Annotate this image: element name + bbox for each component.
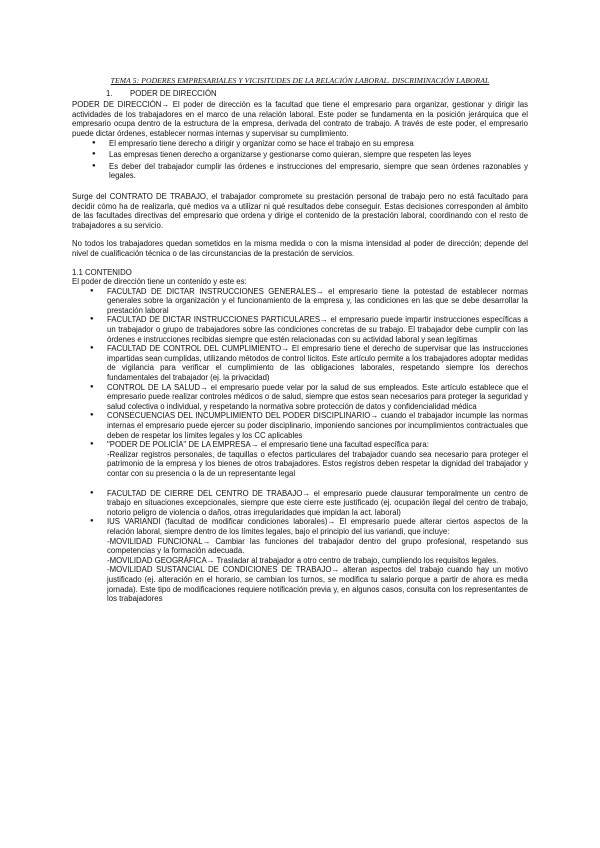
subsection-intro: El poder de dirección tiene un contenido y este es: (72, 277, 247, 287)
list-item: ● El empresario tiene derecho a dirigir y organizar como se hace el trabajo en su empresa (72, 139, 528, 149)
section-heading (72, 89, 528, 99)
list-item-text: ● "PODER DE POLICÍA" DE LA EMPRESA→ el empresario tiene una facultad específica para: (107, 440, 429, 450)
definition-paragraph: PODER DE DIRECCIÓN→ El poder de dirección es la facultad que tiene el empresario para organizar, gestionar y dirigir las actividades de los trabajadores en el marco de una relación laboral. Este poder se fundamenta en la posición jerárquica que el empresario ocupa dentro de la estructura de la empresa, derivada del contrato de trabajo. A través de este poder, el empresario puede dictar órdenes, establecer normas internas y supervisar su cumplimiento. (72, 100, 528, 138)
list-item: ● FACULTAD DE CIERRE DEL CENTRO DE TRABAJO→ el empresario puede clausurar temporalmente un centro de trabajo en situaciones excepcionales, siempre que este cierre este justificado (ej. ocupación ilegal del centro de trabajo, notorio peligro de violencia o daños, otras irregularidades que impidan la act. laboral) (72, 489, 528, 518)
list-item: ● Las empresas tienen derecho a organizarse y gestionarse como quieran, siempre que respeten las leyes (72, 150, 528, 160)
list-item-subtext: -MOVILIDAD FUNCIONAL→ Cambiar las funciones del trabajador dentro del grupo profesional, respetando sus competencias y la formación adecuada. (107, 536, 528, 556)
contract-paragraph: Surge del CONTRATO DE TRABAJO, el trabajador compromete su prestación personal de trabajo pero no está facultado para decidir cómo ha de realizarla, qué medios va a utilizar ni qué resultados debe conseguir. Estas decisiones corresponden al ámbito de las facultades directivas del empresario que ordena y dirige el contenido de la prestación laboral, coordinando con el resto de trabajadores a su servicio. (72, 191, 528, 230)
list-item-subtext: -Realizar registros personales, de taquillas o efectos particulares del trabajador cuando sea necesario para proteger el patrimonio de la empresa y los bienes de otros trabajadores. Estos registros deben respetar la dignidad del trabajador y contar con su presencia o la de un representante legal (107, 449, 528, 478)
list-item-text: ● IUS VARIANDI (facultad de modificar condiciones laborales)→ El empresario puede alterar ciertos aspectos de la relación laboral, siempre dentro de los límites legales, bajo el principio del ius variandi, que incluye: (107, 517, 528, 536)
list-item (72, 517, 528, 603)
content-list (72, 287, 528, 604)
subsection-heading: 1.1 CONTENIDO (72, 267, 132, 277)
list-item-subtext: -MOVILIDAD SUSTANCIAL DE CONDICIONES DE TRABAJO→ alteran aspectos del trabajo cuando hay un motivo justificado (ej. alteración en el horario, se cambian los turnos, se modifica tu salario porque a partir de ahora es media jornada). Este tipo de modificaciones requiere notificación previa y, en algunos casos, consulta con los representantes de los trabajadores (107, 565, 528, 604)
section-number: 1. (106, 88, 113, 98)
list-item: ● FACULTAD DE CONTROL DEL CUMPLIMIENTO→ El empresario tiene el derecho de supervisar que las instrucciones impartidas sean cumplidas, utilizando métodos de control lícitos. Este artículo permite a los trabajadores adoptar medidas de vigilancia para verificar el cumplimiento de las obligaciones laborales, respetando siempre los derechos fundamentales del trabajador (ej. la privacidad) (72, 344, 528, 382)
intensity-paragraph: No todos los trabajadores quedan sometidos en la misma medida o con la misma intensidad al poder de dirección; depende del nivel de cualificación técnica o de las circunstancias de la prestación de servicios. (72, 239, 528, 258)
list-item: ● CONTROL DE LA SALUD→ el empresario puede velar por la salud de sus empleados. Este artículo establece que el empresario puede realizar controles médicos o de salud, siempre que estos sean necesarios para proteger la seguridad y salud colectiva o individual, y respetando la normativa sobre protección de datos y confidencialidad médica (72, 383, 528, 412)
document-title: TEMA 5: PODERES EMPRESARIALES Y VICISITUDES DE LA RELACIÓN LABORAL. DISCRIMINACIÓN LABORAL (110, 76, 490, 85)
bullet-list (72, 139, 528, 181)
list-item (72, 440, 528, 478)
list-item: ● FACULTAD DE DICTAR INSTRUCCIONES GENERALES→ el empresario tiene la potestad de establecer normas generales sobre la organización y el funcionamiento de la empresa y, las condiciones en las que se debe desarrollar la prestación laboral (72, 287, 528, 316)
list-item-subtext: -MOVILIDAD GEOGRÁFICA→ Trasladar al trabajador a otro centro de trabajo, cumpliendo los requisitos legales. (107, 555, 499, 565)
list-item: ● Es deber del trabajador cumplir las órdenes e instrucciones del empresario, siempre que sean órdenes razonables y legales. (72, 162, 528, 181)
list-item: ● CONSECUENCIAS DEL INCUMPLIMIENTO DEL PODER DISCIPLINARIO→ cuando el trabajador incumple las normas internas el empresario puede ejercer su poder disciplinario, imponiendo sanciones por incumplimientos contractuales que deben de respetar los límites legales y los CC aplicables (72, 411, 528, 440)
section-title: PODER DE DIRECCIÓN (130, 88, 217, 98)
list-item: ● FACULTAD DE DICTAR INSTRUCCIONES PARTICULARES→ el empresario puede impartir instrucciones específicas a un trabajador o grupo de trabajadores sobre las condiciones concretas de su trabajo. El trabajador debe cumplir con las órdenes e instrucciones recibidas siempre que estén relacionadas con su actividad laboral y sean legítimas (72, 315, 528, 344)
